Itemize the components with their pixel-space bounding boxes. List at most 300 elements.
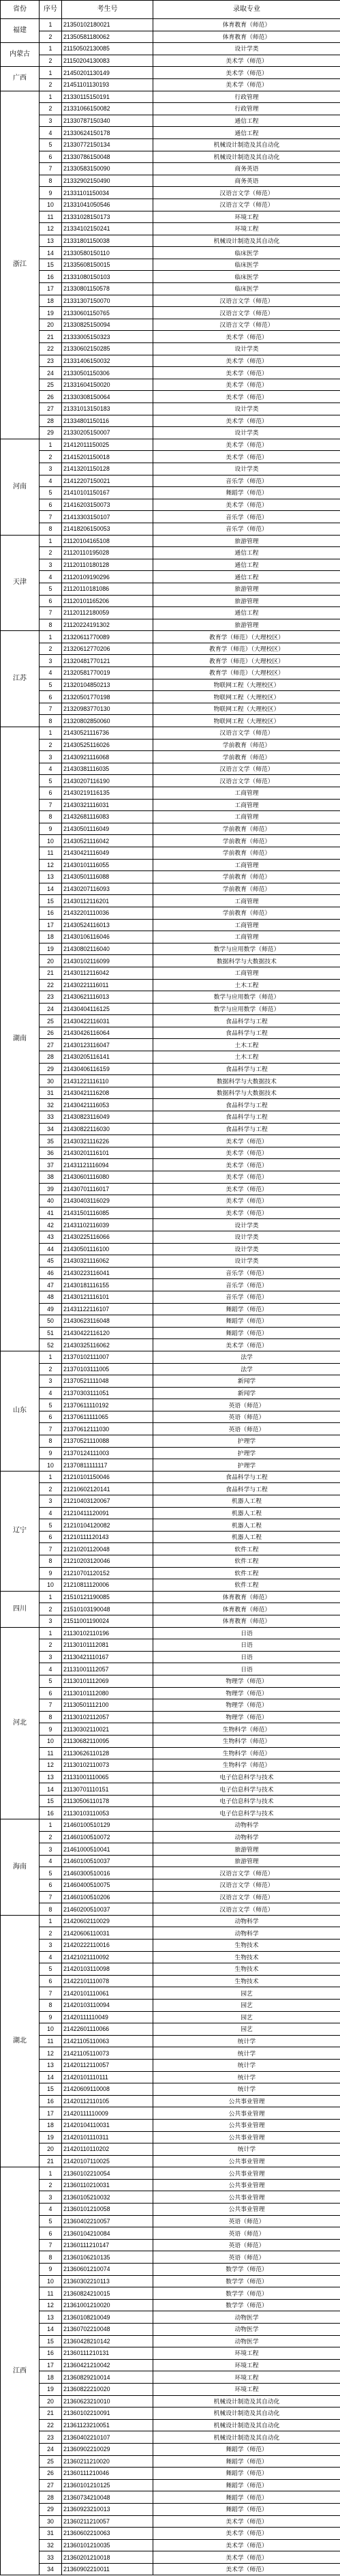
major-cell: 数学学（师范）	[153, 2275, 340, 2287]
major-cell: 汉语言文学（师范）	[153, 1867, 340, 1879]
student-id-cell: 21420103110098	[62, 1963, 153, 1976]
major-cell: 体育教育（师范）	[153, 19, 340, 31]
seq-cell: 1	[40, 67, 62, 79]
seq-cell: 15	[40, 259, 62, 271]
student-id-cell: 21210701120152	[62, 1567, 153, 1579]
table-row	[1, 1795, 340, 1807]
major-cell: 食品科学与工程	[153, 1471, 340, 1483]
seq-cell: 33	[40, 2551, 62, 2564]
seq-cell: 7	[40, 1699, 62, 1712]
seq-cell: 9	[40, 1567, 62, 1579]
seq-cell: 3	[40, 655, 62, 667]
table-row	[1, 1711, 340, 1723]
student-id-cell: 21430422116120	[62, 1327, 153, 1339]
seq-cell: 7	[40, 1543, 62, 1555]
table-row	[1, 2083, 340, 2096]
seq-cell: 39	[40, 1183, 62, 1195]
major-cell: 体育教育（师范）	[153, 1615, 340, 1627]
table-row	[1, 1651, 340, 1663]
major-cell: 生物科学（师范）	[153, 1723, 340, 1736]
table-row	[1, 55, 340, 67]
seq-cell: 31	[40, 1087, 62, 1099]
student-id-cell: 21421021110092	[62, 1951, 153, 1963]
student-id-cell: 21334102150241	[62, 223, 153, 235]
student-id-cell: 21334801150116	[62, 415, 153, 427]
seq-cell: 16	[40, 2095, 62, 2107]
seq-cell: 47	[40, 1279, 62, 1291]
student-id-cell: 21150502130085	[62, 43, 153, 55]
student-id-cell: 21331028150173	[62, 211, 153, 223]
seq-cell: 2	[40, 1831, 62, 1843]
table-row	[1, 1783, 340, 1796]
seq-cell: 42	[40, 1219, 62, 1231]
table-row	[1, 1075, 340, 1087]
major-cell: 通信工程	[153, 547, 340, 559]
table-row	[1, 2264, 340, 2276]
student-id-cell: 21420110110202	[62, 2143, 153, 2156]
student-id-cell: 21210411120091	[62, 1507, 153, 1519]
seq-cell: 3	[40, 1375, 62, 1388]
seq-cell: 34	[40, 2563, 62, 2575]
major-cell: 美术学（师范）	[153, 415, 340, 427]
major-cell: 动物医学	[153, 2335, 340, 2347]
seq-cell: 17	[40, 283, 62, 295]
major-cell: 法学	[153, 1351, 340, 1363]
seq-cell: 38	[40, 1171, 62, 1184]
seq-cell: 14	[40, 2071, 62, 2083]
seq-cell: 2	[40, 1927, 62, 1940]
seq-cell: 3	[40, 2191, 62, 2204]
student-id-cell: 21360111210046	[62, 2468, 153, 2480]
student-id-cell: 21420609110008	[62, 2083, 153, 2096]
seq-cell: 7	[40, 607, 62, 619]
student-id-cell: 21210602120141	[62, 1483, 153, 1495]
major-cell: 电子信息科学与技术	[153, 1771, 340, 1783]
seq-cell: 6	[40, 787, 62, 800]
student-id-cell: 21120112180059	[62, 607, 153, 619]
student-id-cell: 21430406116159	[62, 1063, 153, 1075]
major-cell: 环境工程	[153, 2359, 340, 2371]
seq-cell: 10	[40, 1459, 62, 1472]
header-seq: 序号	[40, 1, 62, 19]
province-cell: 江苏	[1, 631, 40, 727]
major-cell: 动物科学	[153, 1927, 340, 1940]
major-cell: 生物技术	[153, 1951, 340, 1963]
major-cell: 机器人工程	[153, 1507, 340, 1519]
student-id-cell: 21460100510129	[62, 1819, 153, 1832]
table-row	[1, 1087, 340, 1099]
seq-cell: 48	[40, 1291, 62, 1303]
table-row	[1, 43, 340, 55]
student-id-cell: 21360734210048	[62, 2491, 153, 2504]
major-cell: 美术学（师范）	[153, 391, 340, 403]
major-cell: 美术学（师范）	[153, 451, 340, 463]
major-cell: 物联网工程（大理校区）	[153, 715, 340, 727]
seq-cell: 8	[40, 811, 62, 823]
seq-cell: 5	[40, 138, 62, 151]
major-cell: 统计学	[153, 2083, 340, 2096]
student-id-cell: 21430601116080	[62, 1171, 153, 1184]
major-cell: 行政管理	[153, 103, 340, 115]
major-cell: 英语（师范）	[153, 2227, 340, 2240]
seq-cell: 28	[40, 1051, 62, 1064]
seq-cell: 27	[40, 1039, 62, 1051]
student-id-cell: 21360623210010	[62, 2395, 153, 2407]
seq-cell: 15	[40, 1795, 62, 1807]
major-cell: 汉语言文学（师范）	[153, 199, 340, 211]
student-id-cell: 21130302110021	[62, 1723, 153, 1736]
major-cell: 环境工程	[153, 2347, 340, 2360]
student-id-cell: 21210403120067	[62, 1495, 153, 1508]
table-row	[1, 571, 340, 583]
major-cell: 公共事业管理	[153, 2131, 340, 2143]
major-cell: 生物技术	[153, 1940, 340, 1952]
seq-cell: 2	[40, 103, 62, 115]
seq-cell: 24	[40, 2443, 62, 2455]
table-row	[1, 1219, 340, 1231]
seq-cell: 7	[40, 163, 62, 175]
table-row	[1, 91, 340, 103]
major-cell: 旅游管理	[153, 535, 340, 547]
major-cell: 英语（师范）	[153, 2251, 340, 2264]
seq-cell: 40	[40, 1195, 62, 1208]
major-cell: 公共事业管理	[153, 2107, 340, 2120]
seq-cell: 20	[40, 2395, 62, 2407]
seq-cell: 2	[40, 643, 62, 655]
seq-cell: 8	[40, 1435, 62, 1448]
seq-cell: 3	[40, 1495, 62, 1508]
student-id-cell: 21320481770121	[62, 655, 153, 667]
table-row	[1, 463, 340, 475]
table-row	[1, 2107, 340, 2120]
major-cell: 物理学（师范）	[153, 1675, 340, 1687]
student-id-cell: 21430623116048	[62, 1315, 153, 1328]
major-cell: 环境工程	[153, 211, 340, 223]
major-cell: 生物技术	[153, 1975, 340, 1987]
table-row	[1, 1687, 340, 1699]
major-cell: 汉语言文学（师范）	[153, 319, 340, 331]
major-cell: 食品科学与工程	[153, 1099, 340, 1111]
table-row	[1, 907, 340, 919]
table-row	[1, 2059, 340, 2071]
major-cell: 汉语言文学（师范）	[153, 1879, 340, 1892]
major-cell: 舞蹈学（师范）	[153, 1327, 340, 1339]
student-id-cell: 21330580150110	[62, 247, 153, 259]
seq-cell: 1	[40, 1627, 62, 1639]
student-id-cell: 21360111210131	[62, 2347, 153, 2360]
table-row	[1, 799, 340, 811]
table-row	[1, 1099, 340, 1111]
seq-cell: 9	[40, 187, 62, 199]
major-cell: 园艺	[153, 2023, 340, 2036]
major-cell: 行政管理	[153, 91, 340, 103]
seq-cell: 3	[40, 751, 62, 763]
seq-cell: 28	[40, 415, 62, 427]
major-cell: 公共事业管理	[153, 2119, 340, 2131]
table-row	[1, 1663, 340, 1675]
student-id-cell: 21430501116100	[62, 1243, 153, 1255]
major-cell: 日语	[153, 1651, 340, 1663]
table-row	[1, 1903, 340, 1916]
student-id-cell: 21430404116125	[62, 1003, 153, 1015]
major-cell: 土木工程	[153, 1039, 340, 1051]
student-id-cell: 21430221116011	[62, 979, 153, 991]
seq-cell: 5	[40, 775, 62, 787]
table-row	[1, 955, 340, 967]
student-id-cell: 21430421116049	[62, 847, 153, 859]
student-id-cell: 21331406150032	[62, 355, 153, 367]
major-cell: 新闻学	[153, 1387, 340, 1399]
table-row	[1, 187, 340, 199]
table-row	[1, 1531, 340, 1543]
seq-cell: 5	[40, 583, 62, 595]
seq-cell: 18	[40, 2371, 62, 2384]
table-row	[1, 511, 340, 523]
major-cell: 工商管理	[153, 919, 340, 931]
table-row	[1, 1183, 340, 1195]
student-id-cell: 21370611111065	[62, 1411, 153, 1423]
major-cell: 体育教育（师范）	[153, 31, 340, 43]
student-id-cell: 21360108210049	[62, 2311, 153, 2324]
student-id-cell: 21150204130083	[62, 55, 153, 67]
seq-cell: 51	[40, 1327, 62, 1339]
major-cell: 新闻学	[153, 1375, 340, 1388]
major-cell: 学前教育（师范）	[153, 847, 340, 859]
major-cell: 舞蹈学（师范）	[153, 1303, 340, 1315]
seq-cell: 11	[40, 211, 62, 223]
table-row	[1, 1123, 340, 1135]
major-cell: 舞蹈学（师范）	[153, 1315, 340, 1328]
table-row	[1, 2324, 340, 2336]
student-id-cell: 21210201120048	[62, 1543, 153, 1555]
student-id-cell: 21320501770198	[62, 691, 153, 703]
major-cell: 公共事业管理	[153, 2155, 340, 2167]
student-id-cell: 21360824210015	[62, 2287, 153, 2300]
student-id-cell: 21410101150167	[62, 487, 153, 499]
student-id-cell: 21430219116135	[62, 787, 153, 800]
student-id-cell: 21412011150025	[62, 439, 153, 451]
student-id-cell: 21420111110009	[62, 2107, 153, 2120]
table-row	[1, 1771, 340, 1783]
seq-cell: 1	[40, 2167, 62, 2180]
major-cell: 数学学（师范）	[153, 2264, 340, 2276]
seq-cell: 6	[40, 1531, 62, 1543]
student-id-cell: 21430123116047	[62, 1039, 153, 1051]
student-id-cell: 21430381116035	[62, 763, 153, 775]
seq-cell: 20	[40, 955, 62, 967]
major-cell: 环境工程	[153, 2371, 340, 2384]
seq-cell: 1	[40, 43, 62, 55]
table-row	[1, 691, 340, 703]
student-id-cell: 21370124111003	[62, 1447, 153, 1459]
major-cell: 公共事业管理	[153, 2095, 340, 2107]
seq-cell: 11	[40, 2287, 62, 2300]
seq-cell: 43	[40, 1231, 62, 1243]
major-cell: 统计学	[153, 2071, 340, 2083]
table-row	[1, 703, 340, 715]
student-id-cell: 21420107110025	[62, 2155, 153, 2167]
seq-cell: 15	[40, 2083, 62, 2096]
table-row	[1, 2131, 340, 2143]
major-cell: 商务英语	[153, 163, 340, 175]
table-row	[1, 1975, 340, 1987]
table-row	[1, 319, 340, 331]
student-id-cell: 21130101112081	[62, 1639, 153, 1652]
table-row	[1, 367, 340, 379]
major-cell: 临床医学	[153, 271, 340, 283]
student-id-cell: 21460100510072	[62, 1831, 153, 1843]
major-cell: 机械设计制造及其自动化	[153, 138, 340, 151]
student-id-cell: 21350102180021	[62, 19, 153, 31]
seq-cell: 3	[40, 463, 62, 475]
seq-cell: 8	[40, 523, 62, 535]
seq-cell: 6	[40, 1879, 62, 1892]
table-row	[1, 1699, 340, 1712]
major-cell: 音乐学（师范）	[153, 475, 340, 487]
table-row	[1, 739, 340, 751]
student-id-cell: 21120110180128	[62, 559, 153, 571]
student-id-cell: 21335608150015	[62, 259, 153, 271]
student-id-cell: 21430112116201	[62, 895, 153, 907]
major-cell: 美术学（师范）	[153, 1135, 340, 1147]
major-cell: 汉语言文学（师范）	[153, 295, 340, 307]
table-row	[1, 2035, 340, 2047]
student-id-cell: 21420103110094	[62, 1999, 153, 2011]
table-row	[1, 523, 340, 535]
table-row	[1, 1603, 340, 1615]
seq-cell: 16	[40, 907, 62, 919]
table-row	[1, 979, 340, 991]
table-row	[1, 2371, 340, 2384]
table-row	[1, 1111, 340, 1124]
seq-cell: 6	[40, 1975, 62, 1987]
student-id-cell: 21360101210058	[62, 2204, 153, 2216]
student-id-cell: 21360105210032	[62, 2191, 153, 2204]
table-row	[1, 1747, 340, 1759]
seq-cell: 5	[40, 1675, 62, 1687]
major-cell: 日语	[153, 1663, 340, 1675]
major-cell: 美术学（师范）	[153, 78, 340, 91]
table-row	[1, 1411, 340, 1423]
student-id-cell: 21430701116017	[62, 1183, 153, 1195]
table-row	[1, 1579, 340, 1592]
student-id-cell: 21430823116049	[62, 1111, 153, 1124]
student-id-cell: 21120110195028	[62, 547, 153, 559]
major-cell: 美术学（师范）	[153, 55, 340, 67]
table-row	[1, 19, 340, 31]
major-cell: 电子信息科学与技术	[153, 1783, 340, 1796]
table-row	[1, 2468, 340, 2480]
seq-cell: 32	[40, 1099, 62, 1111]
major-cell: 美术学（师范）	[153, 2515, 340, 2528]
major-cell: 食品科学与工程	[153, 1483, 340, 1495]
seq-cell: 2	[40, 31, 62, 43]
table-row	[1, 1015, 340, 1027]
major-cell: 园艺	[153, 1999, 340, 2011]
student-id-cell: 21370103111005	[62, 1363, 153, 1375]
student-id-cell: 21330772150134	[62, 138, 153, 151]
table-row	[1, 1819, 340, 1832]
major-cell: 统计学	[153, 2143, 340, 2156]
major-cell: 生物科学（师范）	[153, 1735, 340, 1747]
major-cell: 生物技术	[153, 1963, 340, 1976]
student-id-cell: 21360421210042	[62, 2359, 153, 2371]
student-id-cell: 21320983770130	[62, 703, 153, 715]
table-row	[1, 1267, 340, 1279]
student-id-cell: 21511001190024	[62, 1615, 153, 1627]
major-cell: 通信工程	[153, 127, 340, 139]
major-cell: 机械设计制造及其自动化	[153, 2395, 340, 2407]
student-id-cell: 21460300510016	[62, 1867, 153, 1879]
major-cell: 临床医学	[153, 283, 340, 295]
header-student-id: 考生号	[62, 1, 153, 19]
seq-cell: 22	[40, 979, 62, 991]
student-id-cell: 21420602110029	[62, 1915, 153, 1927]
major-cell: 美术学（师范）	[153, 2551, 340, 2564]
seq-cell: 5	[40, 1399, 62, 1411]
major-cell: 公共事业管理	[153, 2167, 340, 2180]
student-id-cell: 21432201110036	[62, 907, 153, 919]
table-row	[1, 967, 340, 979]
major-cell: 土木工程	[153, 979, 340, 991]
seq-cell: 5	[40, 487, 62, 499]
seq-cell: 6	[40, 499, 62, 511]
table-row	[1, 1915, 340, 1927]
table-row	[1, 667, 340, 679]
major-cell: 软件工程	[153, 1543, 340, 1555]
seq-cell: 24	[40, 1003, 62, 1015]
major-cell: 学前教育（师范）	[153, 751, 340, 763]
table-row	[1, 451, 340, 463]
major-cell: 电子信息科学与技术	[153, 1807, 340, 1819]
student-id-cell: 21430112116042	[62, 967, 153, 979]
seq-cell: 1	[40, 1819, 62, 1832]
student-id-cell: 21360201210018	[62, 2551, 153, 2564]
student-id-cell: 21360104210084	[62, 2227, 153, 2240]
major-cell: 机械设计制造及其自动化	[153, 235, 340, 247]
seq-cell: 7	[40, 1891, 62, 1903]
table-row	[1, 1135, 340, 1147]
table-row	[1, 1927, 340, 1940]
table-row	[1, 1327, 340, 1339]
student-id-cell: 21430106116046	[62, 931, 153, 943]
student-id-cell: 21422101110078	[62, 1975, 153, 1987]
table-row	[1, 727, 340, 740]
seq-cell: 18	[40, 2119, 62, 2131]
table-row	[1, 2407, 340, 2420]
table-row	[1, 415, 340, 427]
seq-cell: 2	[40, 1483, 62, 1495]
student-id-cell: 21413303150107	[62, 511, 153, 523]
seq-cell: 4	[40, 1507, 62, 1519]
table-row	[1, 403, 340, 415]
table-row	[1, 2528, 340, 2540]
table-row	[1, 919, 340, 931]
seq-cell: 10	[40, 2275, 62, 2287]
seq-cell: 14	[40, 883, 62, 895]
seq-cell: 3	[40, 1651, 62, 1663]
major-cell: 环境工程	[153, 223, 340, 235]
table-row	[1, 295, 340, 307]
province-cell: 辽宁	[1, 1471, 40, 1591]
major-cell: 物理学（师范）	[153, 1687, 340, 1699]
student-id-cell: 21430201116101	[62, 1147, 153, 1159]
table-row	[1, 1027, 340, 1039]
major-cell: 学前教育（师范）	[153, 835, 340, 847]
seq-cell: 8	[40, 1999, 62, 2011]
seq-cell: 21	[40, 2407, 62, 2420]
major-cell: 机械设计制造及其自动化	[153, 2407, 340, 2420]
